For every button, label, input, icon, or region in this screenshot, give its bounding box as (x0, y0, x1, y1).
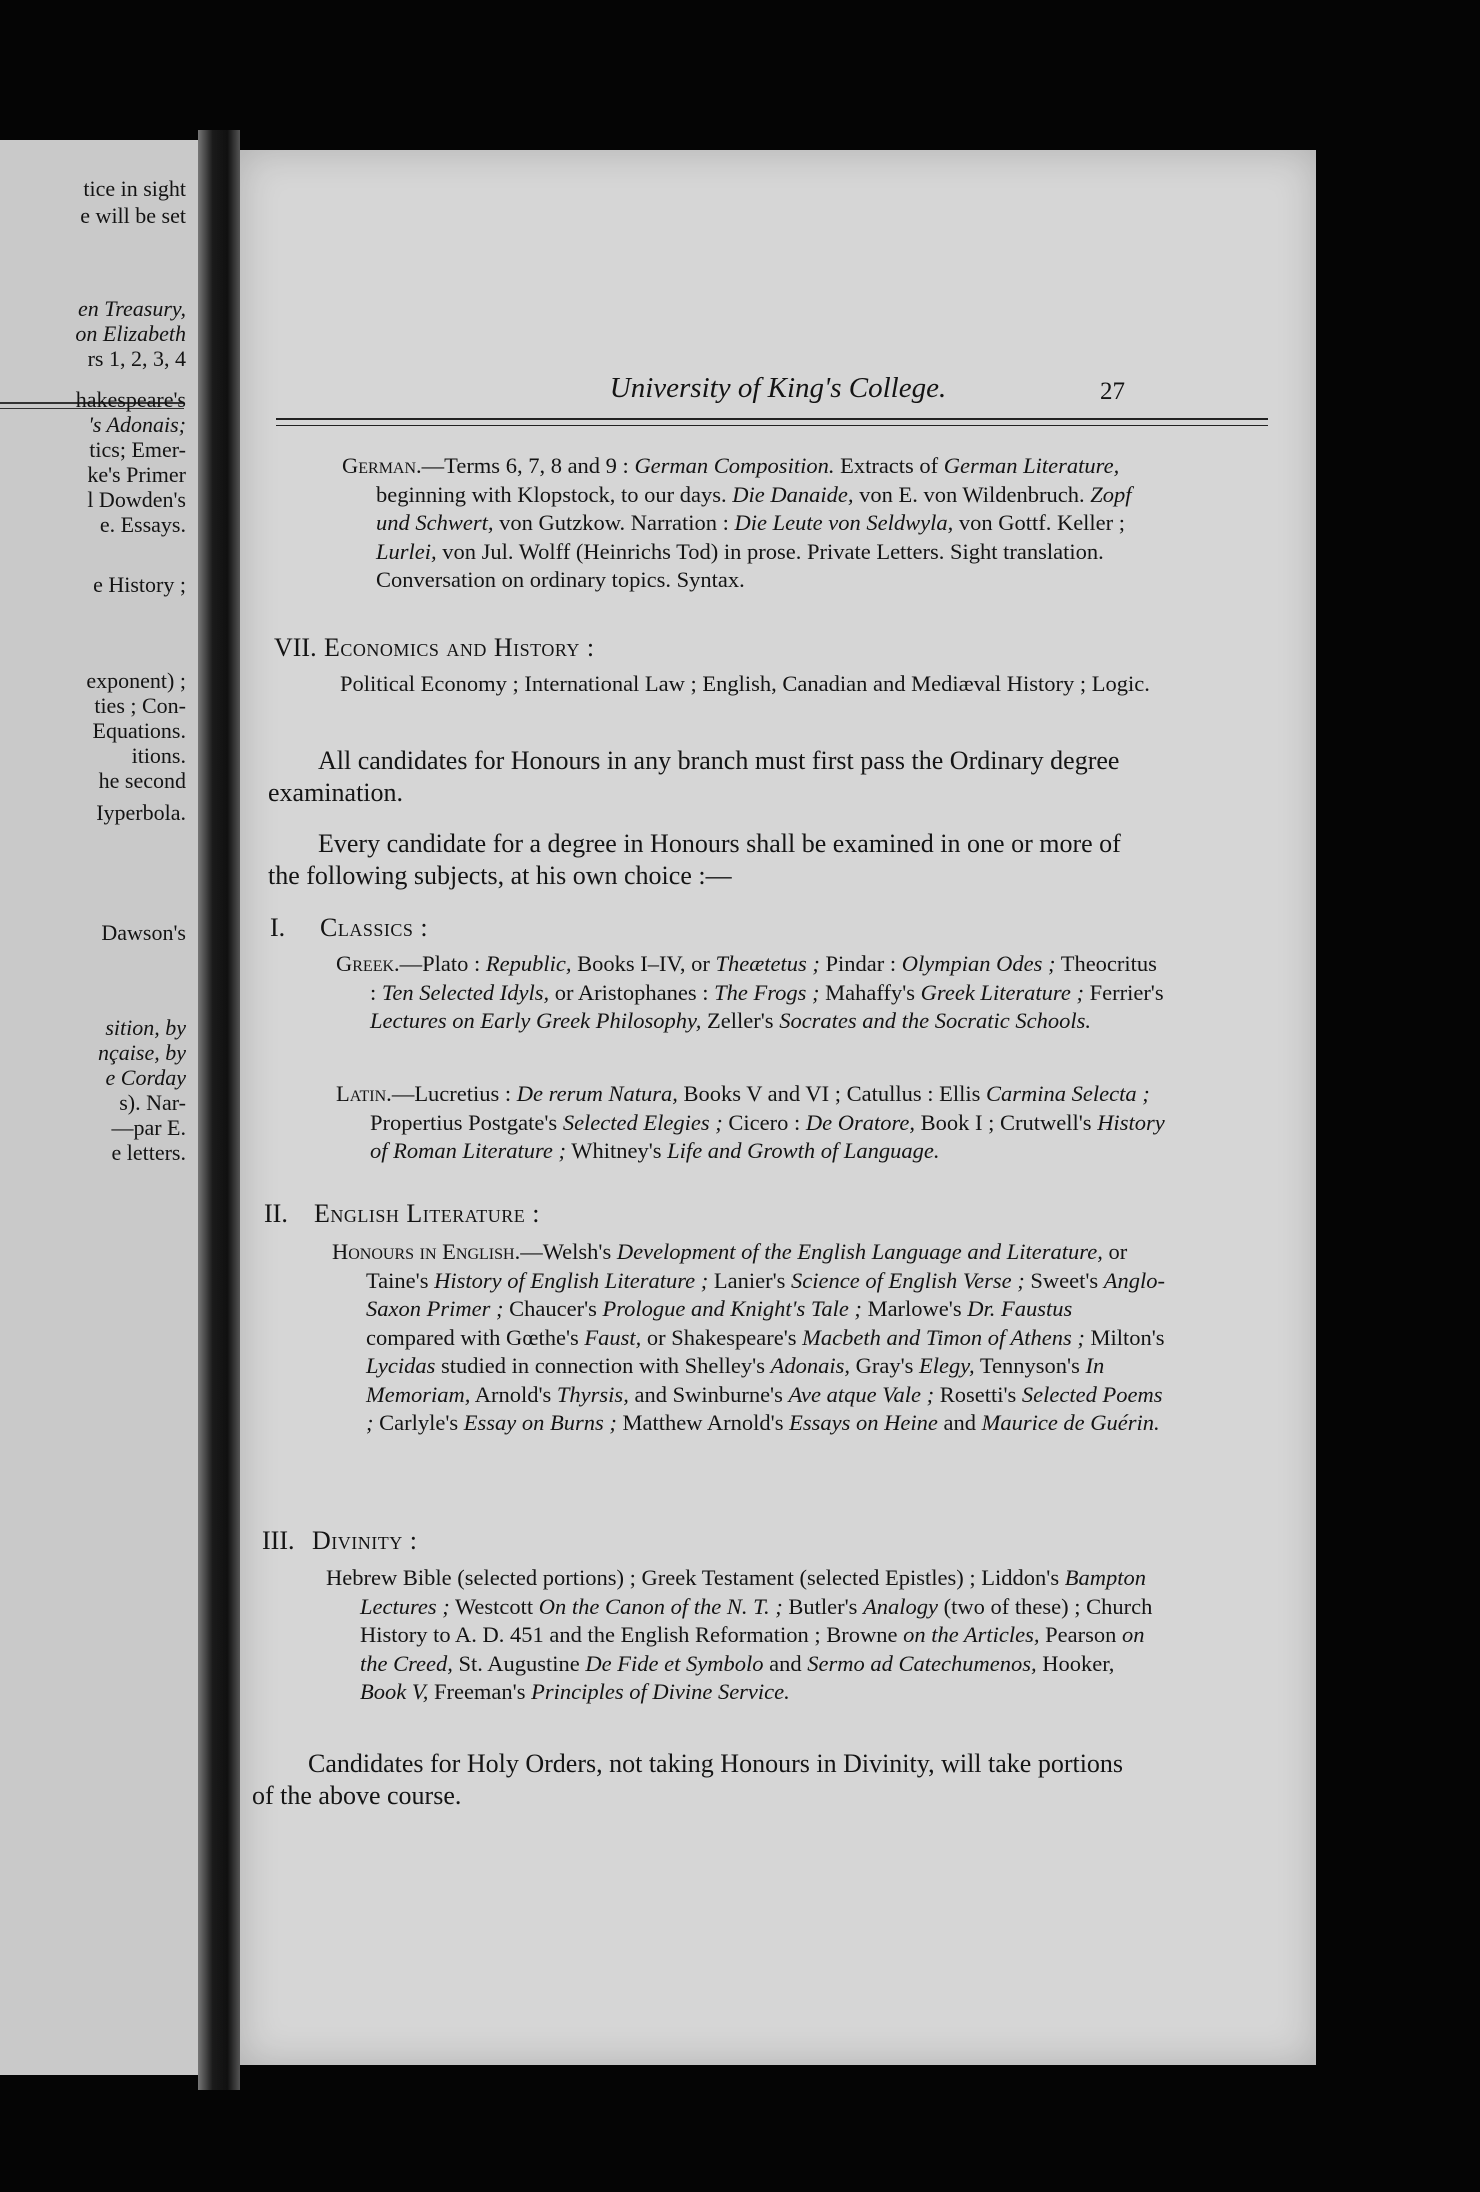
greek-label: Greek. (336, 951, 400, 976)
divinity-entry: Hebrew Bible (selected portions) ; Greek Testament (selected Epistles) ; Liddon's Bampton Lectures ; Westcott On the Canon of the N. T. ; Butler's Analogy (two of these) ; Church History to A. D. 451 and the English Reformation ; Browne on the Articles, Pearson on the Creed, St. Augustine De Fide et Symbolo and Sermo ad Catechumenos, Hooker, Book V, Freeman's Principles of Divine Service. (326, 1565, 1153, 1704)
section-vii-body: Political Economy ; International Law ; English, Canadian and Mediæval History ; Logic. (340, 671, 1150, 696)
left-page-line: Dawson's (101, 920, 186, 945)
paragraph: All candidates for Honours in any branch must first pass the Ordinary degree examination. (268, 746, 1120, 807)
binding-gutter (198, 130, 240, 2090)
greek-entry: Greek.—Plato : Republic, Books I–IV, or Theætetus ; Pindar : Olympian Odes ; Theocritus : Ten Selected Idyls, or Aristophanes : The Frogs ; Mahaffy's Greek Literature ; Ferrier's Lectures on Early Greek Philosophy, Zeller's Socrates and the Socratic Schools. (336, 951, 1164, 1033)
left-page-line: Equations. (92, 718, 186, 743)
left-page-line: en Treasury, (78, 296, 186, 321)
section-numeral: II. (264, 1199, 288, 1228)
section-numeral: III. (262, 1526, 295, 1555)
left-page-line: s). Nar- (119, 1090, 186, 1115)
header-rule (276, 425, 1268, 426)
left-page-line: e Corday (105, 1065, 186, 1090)
book-page (240, 150, 1316, 2065)
section-numeral: I. (270, 913, 286, 942)
honours-english-label: Honours in English. (332, 1239, 521, 1264)
left-page-line: Iyperbola. (96, 800, 186, 825)
left-page-line: he second (98, 768, 186, 793)
page-number: 27 (1100, 378, 1125, 405)
latin-entry: Latin.—Lucretius : De rerum Natura, Books V and VI ; Catullus : Ellis Carmina Selecta ; Propertius Postgate's Selected Elegies ; Cicero : De Oratore, Book I ; Crutwell's History of Roman Literature ; Whitney's Life and Growth of Language. (336, 1081, 1165, 1163)
left-page-line: rs 1, 2, 3, 4 (87, 346, 186, 371)
left-page-line: tice in sight (83, 176, 186, 201)
section-title: Classics : (320, 913, 429, 942)
honours-english-entry: Honours in English.—Welsh's Development of the English Language and Literature, or Taine's History of English Literature ; Lanier's Science of English Verse ; Sweet's Anglo-Saxon Primer ; Chaucer's Prologue and Knight's Tale ; Marlowe's Dr. Faustus compared with Gœthe's Faust, or Shakespeare's Macbeth and Timon of Athens ; Milton's Lycidas studied in connection with Shelley's Adonais, Gray's Elegy, Tennyson's In Memoriam, Arnold's Thyrsis, and Swinburne's Ave atque Vale ; Rosetti's Selected Poems ; Carlyle's Essay on Burns ; Matthew Arnold's Essays on Heine and Maurice de Guérin. (332, 1239, 1166, 1435)
left-page-line: —par E. (111, 1115, 186, 1140)
running-head: University of King's College. (609, 372, 947, 404)
left-page-line: ties ; Con- (94, 693, 186, 718)
left-page-line: e will be set (80, 203, 186, 228)
section-title: Economics and History : (324, 633, 595, 662)
section-title: Divinity : (312, 1526, 418, 1555)
latin-label: Latin. (336, 1081, 392, 1106)
left-page-line: 's Adonais; (88, 412, 186, 437)
left-page-line: e History ; (93, 572, 186, 597)
left-page-line: e. Essays. (99, 512, 186, 537)
section-ii-heading (264, 1198, 1124, 1230)
section-numeral: VII. (274, 633, 317, 662)
section-title: English Literature : (314, 1199, 540, 1228)
left-page-line: sition, by (105, 1015, 186, 1040)
section-iii-heading (262, 1525, 1122, 1557)
left-page-line: exponent) ; (86, 668, 186, 693)
german-entry: German.—Terms 6, 7, 8 and 9 : German Composition. Extracts of German Literature, beginning with Klopstock, to our days. Die Danaide, von E. von Wildenbruch. Zopf und Schwert, von Gutzkow. Narration : Die Leute von Seldwyla, von Gottf. Keller ; Lurlei, von Jul. Wolff (Heinrichs Tod) in prose. Private Letters. Sight translation. Conversation on ordinary topics. Syntax. (342, 453, 1132, 592)
paragraph: Candidates for Holy Orders, not taking Honours in Divinity, will take portions of the above course. (252, 1749, 1124, 1810)
left-page-line: ke's Primer (87, 462, 186, 487)
paragraph: Every candidate for a degree in Honours shall be examined in one or more of the following subjects, at his own choice :— (268, 829, 1121, 890)
left-facing-page (0, 140, 198, 2075)
left-page-line: on Elizabeth (75, 321, 186, 346)
left-page-line: itions. (131, 743, 186, 768)
left-page-line: l Dowden's (87, 487, 186, 512)
section-i-heading (270, 912, 1130, 944)
german-label: German. (342, 453, 422, 478)
left-page-line: nçaise, by (98, 1040, 186, 1065)
section-vii-heading (274, 632, 1134, 664)
left-page-line: tics; Emer- (89, 437, 186, 462)
left-page-line: hakespeare's (75, 387, 186, 412)
header-rule (276, 418, 1268, 420)
left-page-line: e letters. (111, 1140, 186, 1165)
